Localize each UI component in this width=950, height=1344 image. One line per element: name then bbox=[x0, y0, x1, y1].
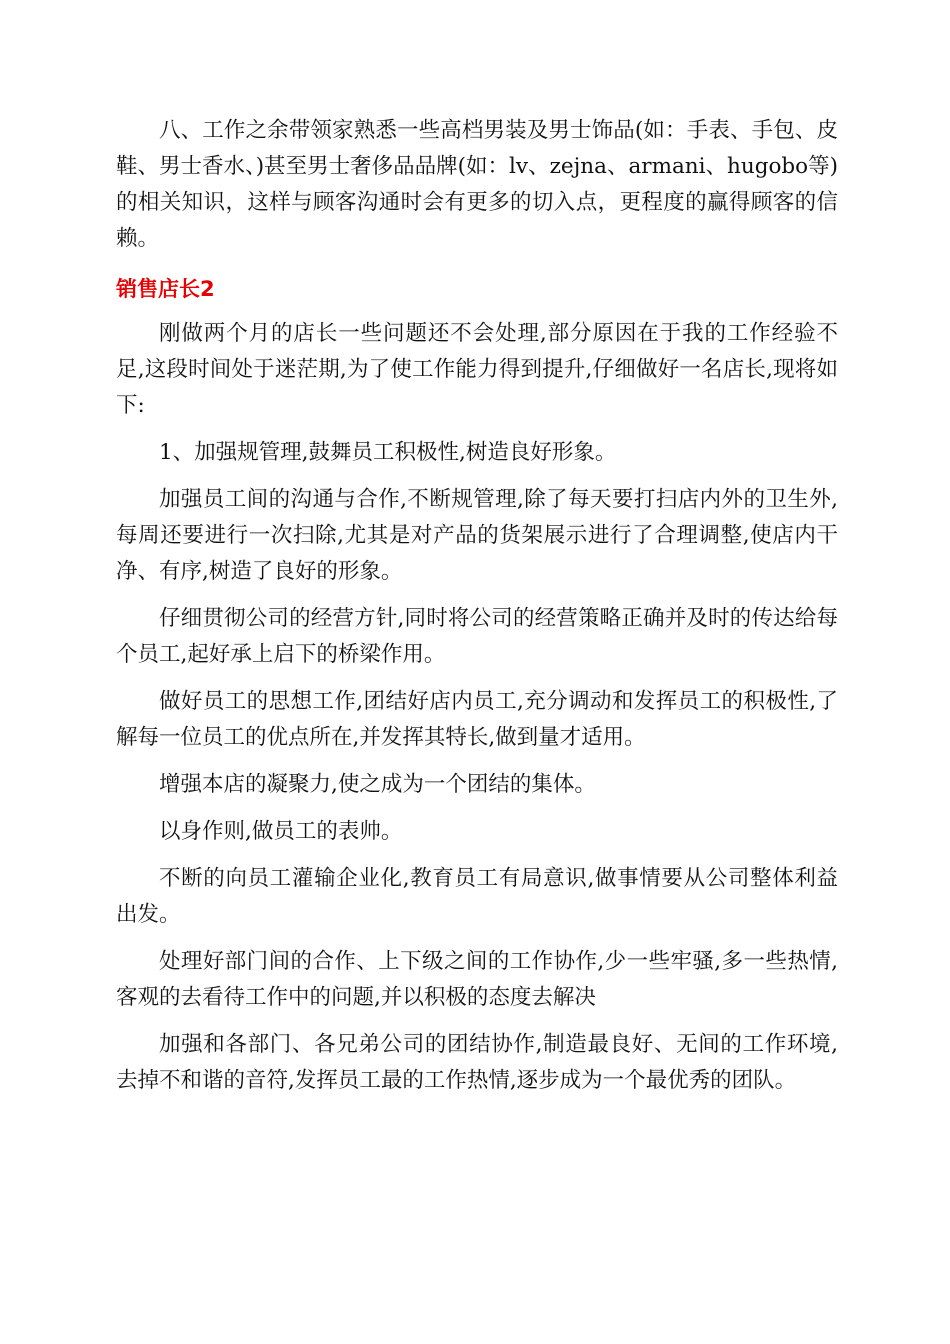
paragraph-point-1: 1、加强规管理,鼓舞员工积极性,树造良好形象。 bbox=[159, 440, 617, 465]
document-body bbox=[116, 113, 838, 1099]
paragraph-communication: 加强员工间的沟通与合作,不断规管理,除了每天要打扫店内外的卫生外,每周还要进行一次扫除,尤其是对产品的货架展示进行了合理调整,使店内干净、有序,树造了良好的形象。 bbox=[116, 487, 838, 584]
paragraph-teamwork: 加强和各部门、各兄弟公司的团结协作,制造最良好、无间的工作环境,去掉不和谐的音符,发挥员工最的工作热情,逐步成为一个最优秀的团队。 bbox=[116, 1032, 838, 1093]
paragraph-staff-work: 做好员工的思想工作,团结好店内员工,充分调动和发挥员工的积极性,了解每一位员工的优点所在,并发挥其特长,做到量才适用。 bbox=[116, 689, 838, 750]
paragraph-culture: 不断的向员工灌输企业化,教育员工有局意识,做事情要从公司整体利益出发。 bbox=[116, 866, 838, 927]
paragraph-cohesion: 增强本店的凝聚力,使之成为一个团结的集体。 bbox=[159, 772, 596, 797]
paragraph-policy: 仔细贯彻公司的经营方针,同时将公司的经营策略正确并及时的传达给每个员工,起好承上启下的桥梁作用。 bbox=[116, 606, 838, 667]
section-heading: 销售店长2 bbox=[116, 277, 215, 301]
paragraph-role-model: 以身作则,做员工的表帅。 bbox=[159, 819, 403, 844]
paragraph-cooperation: 处理好部门间的合作、上下级之间的工作协作,少一些牢骚,多一些热情,客观的去看待工作中的问题,并以积极的态度去解决 bbox=[116, 949, 838, 1010]
paragraph-intro: 刚做两个月的店长一些问题还不会处理,部分原因在于我的工作经验不足,这段时间处于迷茫期,为了使工作能力得到提升,仔细做好一名店长,现将如下: bbox=[116, 321, 838, 418]
paragraph-brand-knowledge: 八、工作之余带领家熟悉一些高档男装及男士饰品(如：手表、手包、皮鞋、男士香水、)甚至男士奢侈品品牌(如：lv、zejna、armani、hugobo等)的相关知识，这样与顾客沟通时会有更多的切入点，更程度的赢得顾客的信赖。 bbox=[116, 118, 838, 251]
